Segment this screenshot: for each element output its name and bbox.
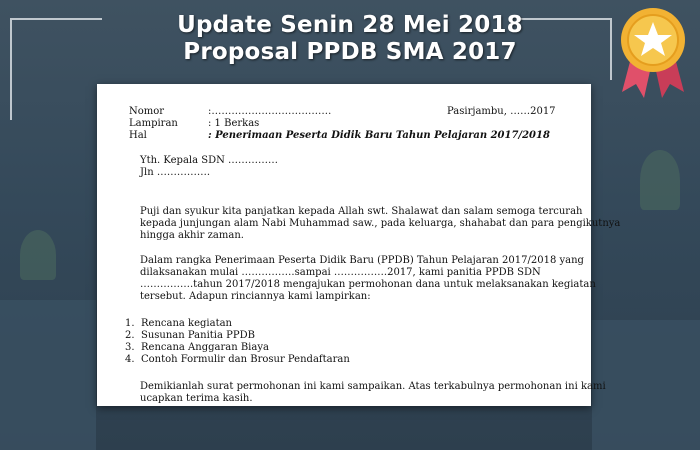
list-item: Rencana kegiatan — [141, 318, 232, 329]
page-title-line1: Update Senin 28 Mei 2018 — [177, 12, 523, 38]
place-date: Pasirjambu, ……2017 — [447, 106, 556, 117]
closing-line2: ucapkan terima kasih. — [140, 393, 253, 404]
letter-document — [97, 84, 621, 406]
closing-line1: Demikianlah surat permohonan ini kami sampaikan. Atas terkabulnya permohonan ini kami — [140, 381, 606, 392]
nomor-label: Nomor — [129, 106, 165, 117]
list-item: Contoh Formulir dan Brosur Pendaftaran — [141, 354, 350, 365]
shelf-right — [592, 320, 700, 450]
paragraph2-line3: …………….tahun 2017/2018 mengajukan permohonan dana untuk melaksanakan kegiatan — [140, 279, 596, 290]
paragraph2-line2: dilaksanakan mulai …………….sampai …………….2017, kami panitia PPDB SDN — [140, 267, 541, 278]
recipient-line1: Yth. Kepala SDN …………… — [140, 155, 279, 166]
list-item-number: 4. — [125, 354, 135, 365]
hal-label: Hal — [129, 130, 147, 141]
paragraph1-line3: hingga akhir zaman. — [140, 230, 244, 241]
list-item: Susunan Panitia PPDB — [141, 330, 255, 341]
paragraph2-line1: Dalam rangka Penerimaan Peserta Didik Baru (PPDB) Tahun Pelajaran 2017/2018 yang — [140, 255, 584, 266]
paragraph1-line1: Puji dan syukur kita panjatkan kepada Allah swt. Shalawat dan salam semoga tercurah — [140, 206, 583, 217]
recipient-line2: Jln ……………. — [140, 167, 211, 178]
lampiran-label: Lampiran — [129, 118, 178, 129]
nomor-value: :……………………………… — [208, 106, 332, 117]
paragraph1-line2: kepada junjungan alam Nabi Muhammad saw., pada keluarga, shahabat dan para pengikutnya — [140, 218, 621, 229]
list-item-number: 1. — [125, 318, 135, 329]
plant-right — [640, 150, 680, 210]
star-medal-icon — [614, 4, 692, 100]
plant-left — [20, 230, 56, 280]
list-item-number: 2. — [125, 330, 135, 341]
paragraph2-line4: tersebut. Adapun rinciannya kami lampirkan: — [140, 291, 371, 302]
shelf-left — [0, 300, 96, 450]
hal-value: : Penerimaan Peserta Didik Baru Tahun Pelajaran 2017/2018 — [208, 130, 550, 141]
list-item-number: 3. — [125, 342, 135, 353]
lampiran-value: : 1 Berkas — [208, 118, 260, 129]
page-title-line2: Proposal PPDB SMA 2017 — [183, 39, 517, 65]
list-item: Rencana Anggaran Biaya — [141, 342, 269, 353]
